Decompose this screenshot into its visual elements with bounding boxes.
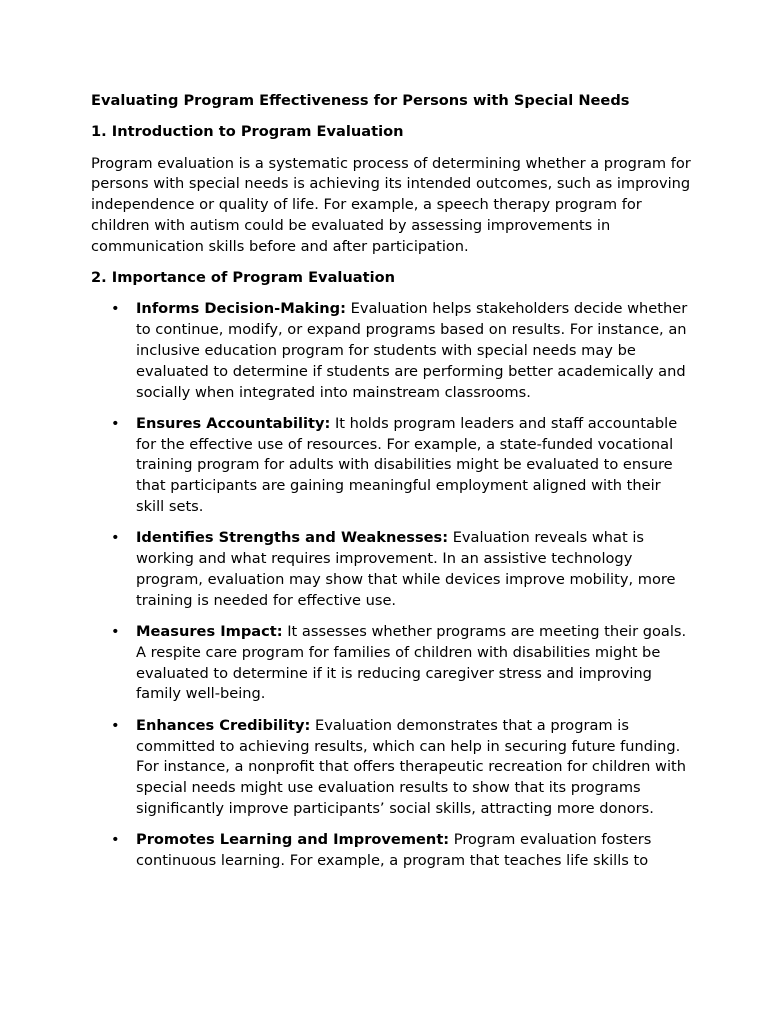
bullet-icon: • <box>111 300 120 318</box>
bullet-icon: • <box>111 716 120 734</box>
bullet-icon: • <box>111 623 120 641</box>
introduction-paragraph: Program evaluation is a systematic process of determining whether a program for persons with special needs is achieving its intended outcomes, such as improving independence or quality of life. For example, a speech therapy program for children with autism could be evaluated by assessing improvements in communication skills before and after participation. <box>91 154 691 255</box>
list-item-text: Evaluation demonstrates that a program is committed to achieving results, which can help in securing future funding. For instance, a nonprofit that offers therapeutic recreation for children with special needs might use evaluation results to show that its programs significantly improve participants’ social skills, attracting more donors. <box>136 716 687 817</box>
document-title: Evaluating Program Effectiveness for Persons with Special Needs <box>91 92 630 109</box>
list-item-term: Enhances Credibility: <box>136 716 311 734</box>
list-item-term: Informs Decision-Making: <box>136 300 346 318</box>
list-item-text: Program evaluation fosters continuous learning. For example, a program that teaches life skills to <box>136 831 652 869</box>
list-item <box>91 716 691 820</box>
list-item-term: Measures Impact: <box>136 623 283 641</box>
list-item-term: Identifies Strengths and Weaknesses: <box>136 529 449 547</box>
importance-bullet-list <box>91 299 691 871</box>
list-item <box>91 528 691 611</box>
list-item-text: Evaluation reveals what is working and what requires improvement. In an assistive technology program, evaluation may show that while devices improve mobility, more training is needed for effective use. <box>136 529 676 609</box>
list-item <box>91 414 691 518</box>
list-item-text: It assesses whether programs are meeting their goals. A respite care program for families of children with disabilities might be evaluated to determine if it is reducing caregiver stress and improving family well-being. <box>136 623 687 703</box>
list-item-term: Ensures Accountability: <box>136 414 331 432</box>
bullet-icon: • <box>111 414 120 432</box>
list-item-text: Evaluation helps stakeholders decide whether to continue, modify, or expand programs based on results. For instance, an inclusive education program for students with special needs may be evaluated to determine if students are performing better academically and socially when integrated into mainstream classrooms. <box>136 300 688 401</box>
bullet-icon: • <box>111 529 120 547</box>
section-heading-introduction: 1. Introduction to Program Evaluation <box>91 123 404 141</box>
list-item-text: It holds program leaders and staff accountable for the effective use of resources. For example, a state-funded vocational training program for adults with disabilities might be evaluated to ensure that participants are gaining meaningful employment aligned with their skill sets. <box>136 414 678 516</box>
section-heading-importance: 2. Importance of Program Evaluation <box>91 269 396 287</box>
list-item-term: Promotes Learning and Improvement: <box>136 831 450 849</box>
list-item <box>91 299 691 403</box>
document-page <box>91 91 691 882</box>
list-item <box>91 622 691 705</box>
list-item <box>91 830 691 872</box>
bullet-icon: • <box>111 831 120 849</box>
